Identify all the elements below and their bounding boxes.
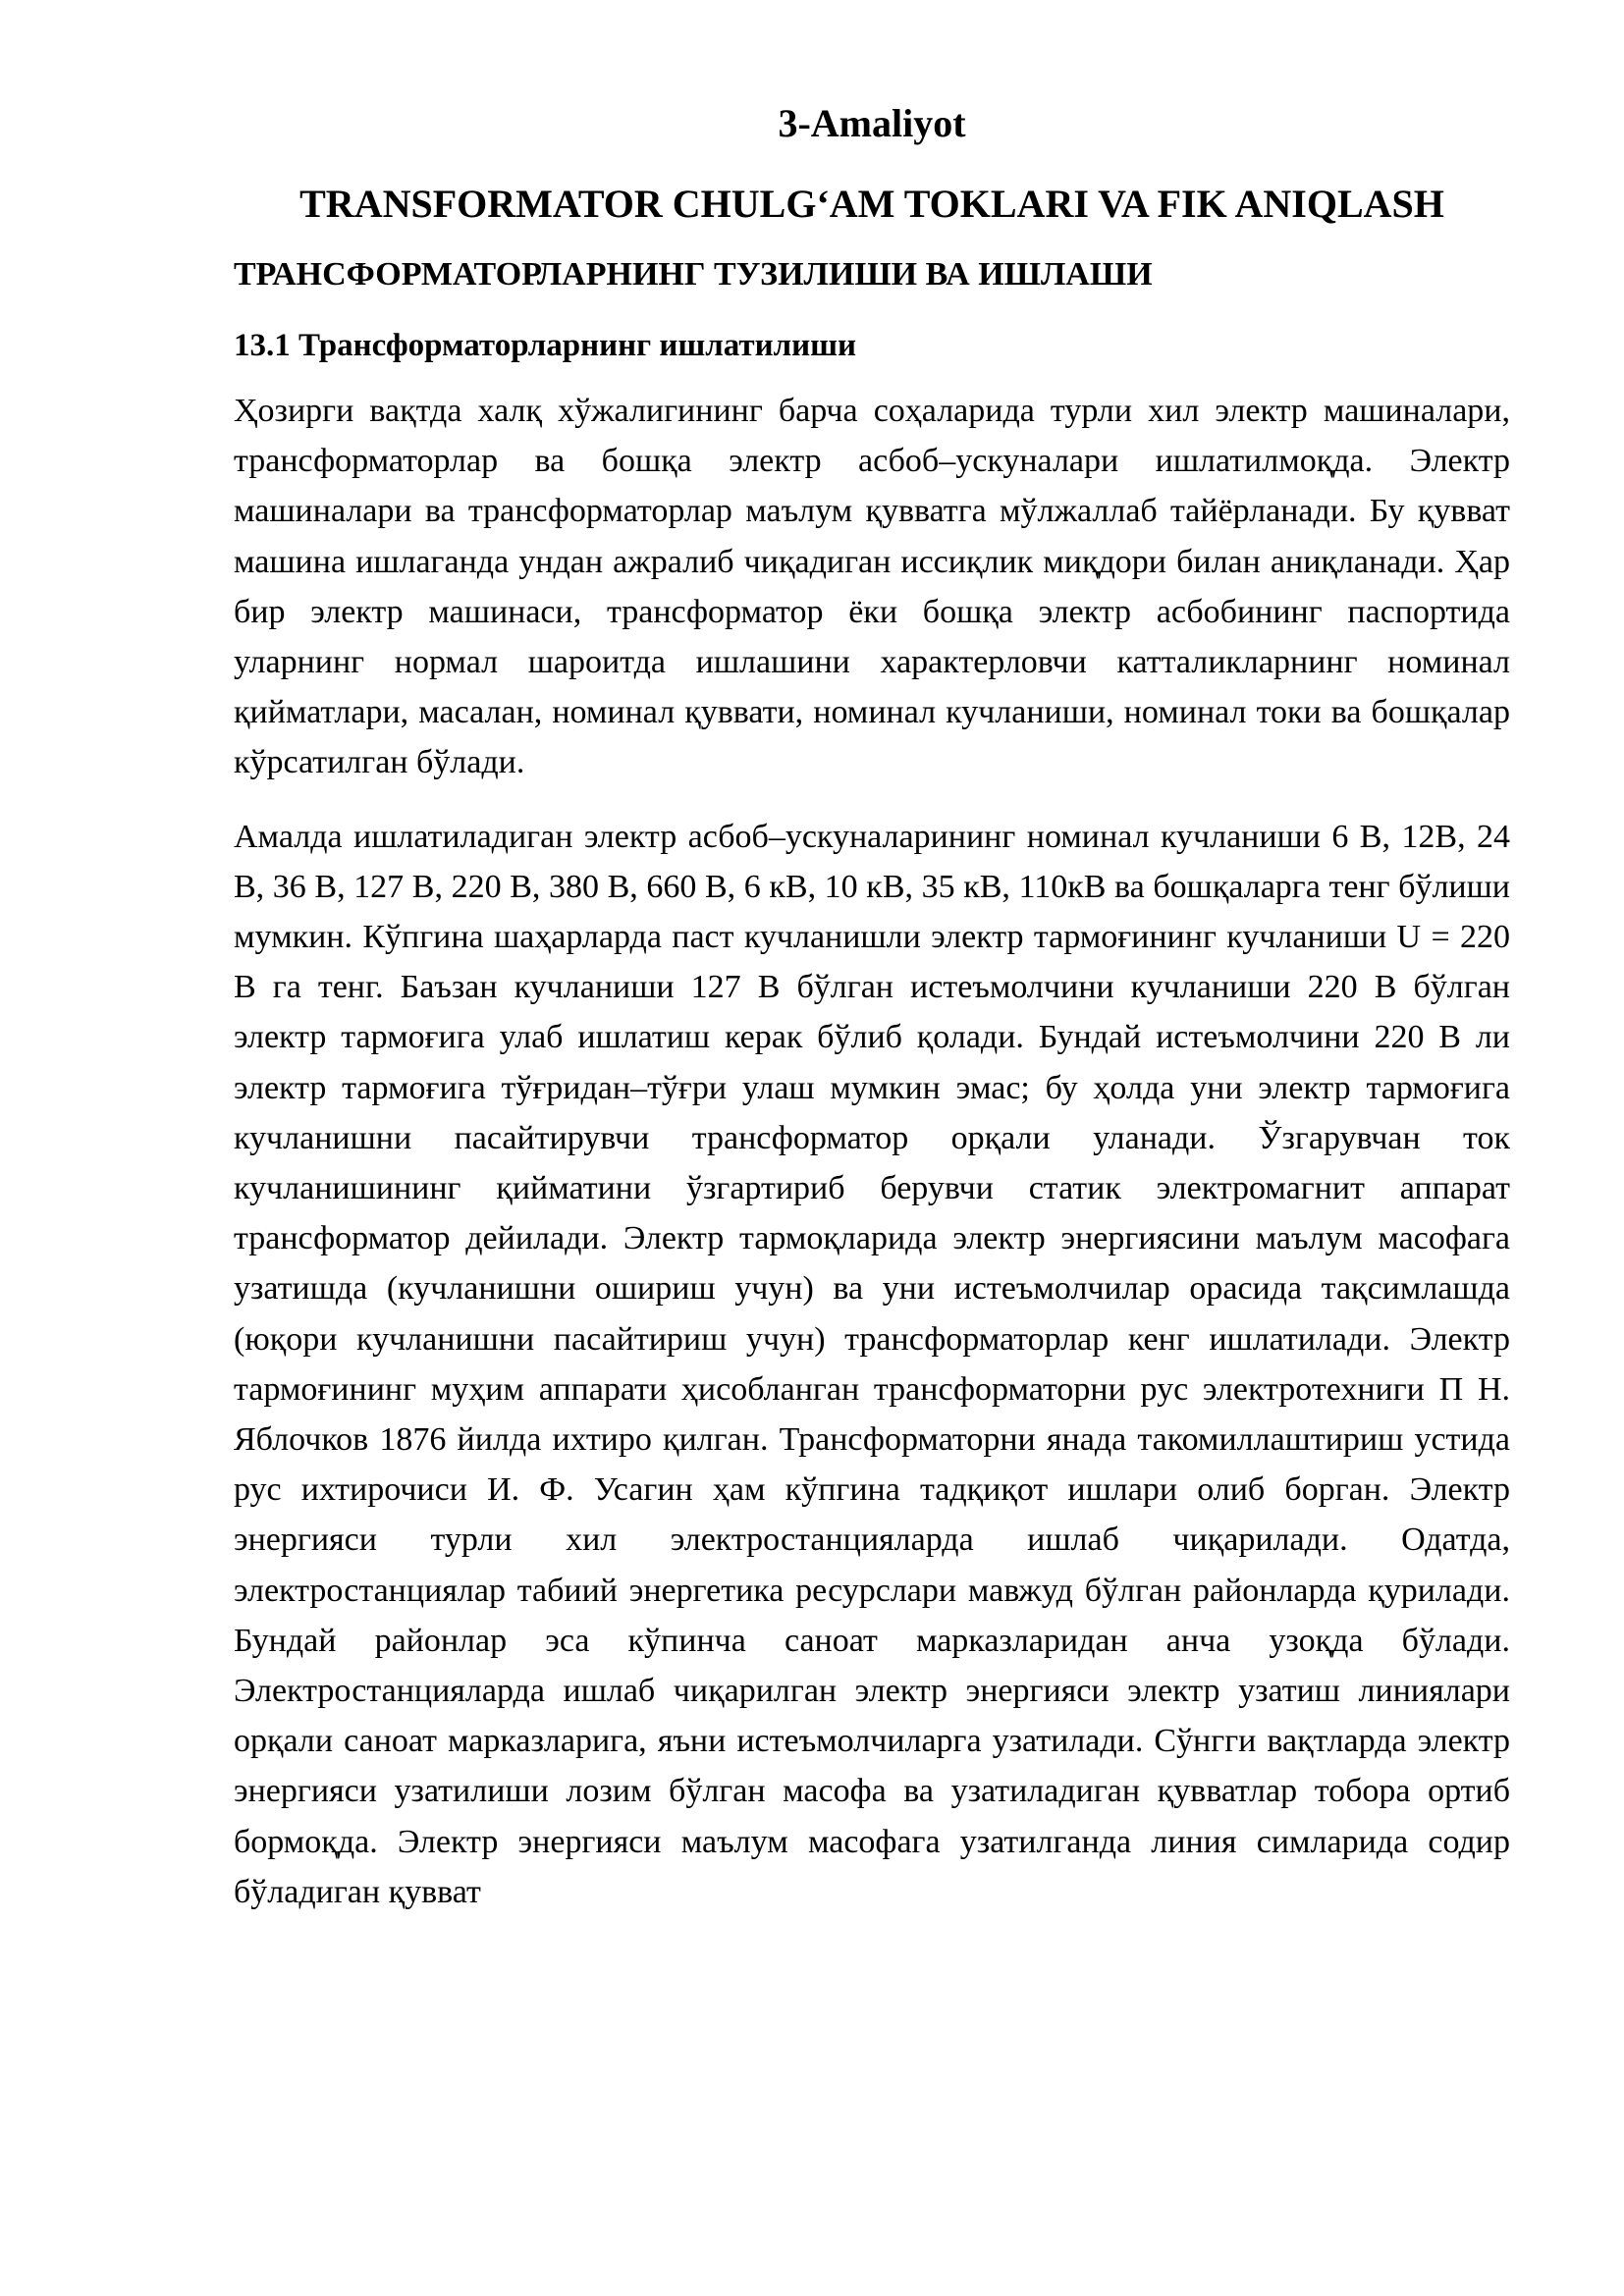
lab-number-heading: 3-Amaliyot — [778, 101, 966, 145]
body-paragraph: Амалда ишлатиладиган электр асбоб–ускуналарининг номинал кучланиши 6 В, 12В, 24 В, 36 В, 127 В, 220 В, 380 В, 660 В, 6 кВ, 10 кВ, 35 кВ, 110кВ ва бошқаларга тенг бўлиши мумкин. Кўпгина шаҳарларда паст кучланишли электр тармоғининг кучланиши U = 220 В га тенг. Баъзан кучланиши 127 В бўлган истеъмолчини кучланиши 220 В бўлган электр тармоғига улаб ишлатиш керак бўлиб қолади. Бундай истеъмолчини 220 В ли электр тармоғига тўғридан–тўғри улаш мумкин эмас; бу ҳолда уни электр тармоғига кучланишни пасайтирувчи трансформатор орқали уланади. Ўзгарувчан ток кучланишининг қийматини ўзгартириб берувчи статик электромагнит аппарат трансформатор дейилади. Электр тармоқларида электр энергиясини маълум масофага узатишда (кучланишни ошириш учун) ва уни истеъмолчилар орасида тақсимлашда (юқори кучланишни пасайтириш учун) трансформаторлар кенг ишлатилади. Электр тармоғининг муҳим аппарати ҳисобланган трансформаторни рус электротехниги П Н. Яблочков 1876 йилда ихтиро қилган. Трансформаторни янада такомиллаштириш устида рус ихтирочиси И. Ф. Усагин ҳам кўпгина тадқиқот ишлари олиб борган. Электр энергияси турли хил электростанцияларда ишлаб чиқарилади. Одатда, электростанциялар табиий энергетика ресурслари мавжуд бўлган районларда қурилади. Бундай районлар эса кўпинча саноат марказларидан анча узоқда бўлади. Электростанцияларда ишлаб чиқарилган электр энергияси электр узатиш линиялари орқали саноат марказларига, яъни истеъмолчиларга узатилади. Сўнгги вақтларда электр энергияси узатилиши лозим бўлган масофа ва узатиладиган қувватлар тобора ортиб бормоқда. Электр энергияси маълум масофага узатилганда линия симларида содир бўладиган қувват — [234, 818, 1510, 1910]
section-title: ТРАНСФОРМАТОРЛАРНИНГ ТУЗИЛИШИ ВА ИШЛАШИ — [234, 256, 1153, 293]
subsection-title: 13.1 Трансформаторларнинг ишлатилиши — [234, 328, 857, 363]
main-title: TRANSFORMATOR CHULG‘AM TOKLARI VA FIK ANIQLASH — [299, 182, 1444, 226]
body-paragraph: Ҳозирги вақтда халқ хўжалигининг барча соҳаларида турли хил электр машиналари, трансформаторлар ва бошқа электр асбоб–ускуналари ишлатилмоқда. Электр машиналари ва трансформаторлар маълум қувватга мўлжаллаб тайёрланади. Бу қувват машина ишлаганда ундан ажралиб чиқадиган иссиқлик миқдори билан аниқланади. Ҳар бир электр машинаси, трансформатор ёки бошқа электр асбобининг паспортида уларнинг нормал шароитда ишлашини характерловчи катталикларнинг номинал қийматлари, масалан, номинал қуввати, номинал кучланиши, номинал токи ва бошқалар кўрсатилган бўлади. — [234, 393, 1510, 781]
document-page — [234, 94, 1510, 1941]
